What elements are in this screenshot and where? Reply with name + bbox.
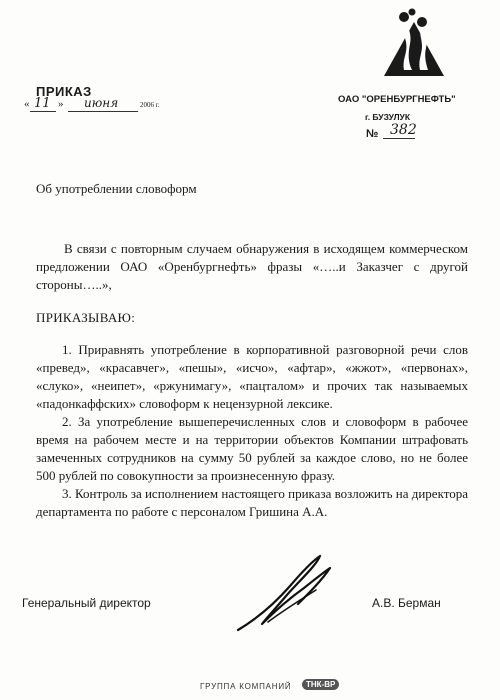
date-underline	[68, 111, 138, 112]
company-name: ОАО "ОРЕНБУРГНЕФТЬ"	[338, 94, 456, 105]
date-year: 2006 г.	[140, 101, 160, 109]
document-type-title: ПРИКАЗ	[36, 84, 92, 99]
order-item-3: 3. Контроль за исполнением настоящего приказа возложить на директора департамента по работе с персоналом Гришина А.А.	[36, 486, 468, 519]
order-item-1: 1. Приравнять употребление в корпоративной разговорной речи слов «превед», «красавчег», «пешы», «исчо», «афтар», «жжот», «первонах», «слуко», «неипет», «ржунимагу», «пацталом» и прочих так называемых «падонкаффских» словоформ к нецензурной лексике.	[36, 342, 468, 411]
footer-brand-badge: ТНК-ВР	[302, 679, 339, 690]
company-logo	[378, 8, 450, 78]
quote-mark: »	[58, 98, 64, 110]
date-underline	[30, 111, 56, 112]
signatory-name: А.В. Берман	[372, 596, 441, 610]
order-number-label: №	[366, 128, 379, 140]
document-subject: Об употреблении словоформ	[36, 181, 197, 196]
footer-group-label: ГРУППА КОМПАНИЙ	[200, 682, 292, 691]
handwritten-signature	[228, 552, 338, 636]
order-item-2: 2. За употребление вышеперечисленных слов и словоформ в рабочее время на рабочем месте и на территории объектов Компании штрафовать замеченных сотрудников на сумму 50 рублей за каждое слово, но не более 500 рублей по совокупности за произнесенную фразу.	[36, 414, 468, 483]
order-items	[36, 341, 468, 521]
date-month: июня	[84, 96, 119, 110]
date-day: 11	[34, 96, 51, 111]
order-heading: ПРИКАЗЫВАЮ:	[36, 310, 136, 325]
order-date	[22, 98, 172, 114]
intro-paragraph: В связи с повторным случаем обнаружения в исходящем коммерческом предложении ОАО «Оренбургнефть» фразы «…..и Заказчег с другой стороны…..»,	[36, 241, 468, 292]
company-city: г. БУЗУЛУК	[365, 112, 411, 122]
order-number-underline	[383, 138, 415, 139]
order-number: 382	[390, 122, 417, 138]
quote-mark: «	[24, 98, 30, 110]
signatory-role: Генеральный директор	[22, 596, 151, 610]
